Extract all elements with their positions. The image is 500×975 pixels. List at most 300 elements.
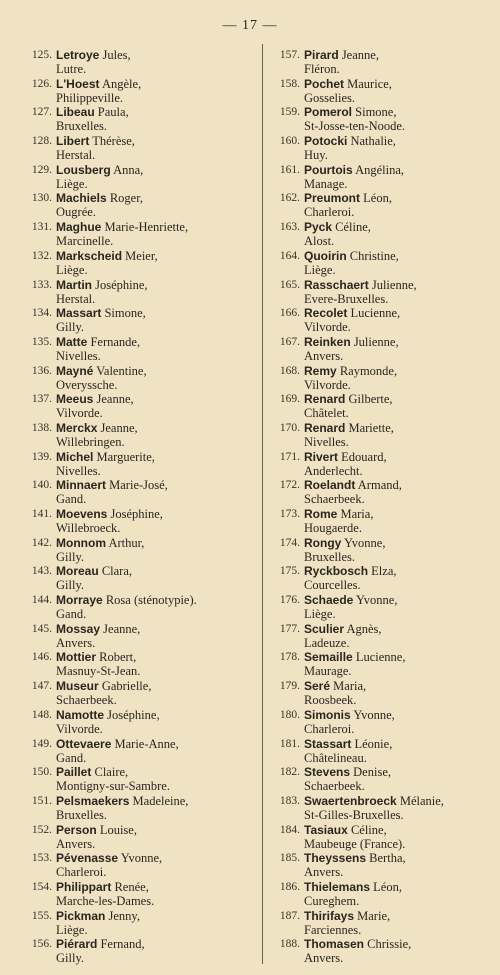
entry-place: Willebroeck. xyxy=(56,521,121,535)
entry-number: 169. xyxy=(279,393,300,406)
list-item xyxy=(24,48,249,77)
entry-given-name: Gabrielle, xyxy=(101,679,152,694)
entry-name xyxy=(304,478,402,492)
list-item xyxy=(24,450,249,479)
entry-surname: Pyck xyxy=(304,220,333,235)
entry-place: Gand. xyxy=(56,607,87,622)
entry-given-name: Céline, xyxy=(335,220,371,235)
entry-given-name: Arthur, xyxy=(108,535,145,550)
entry-place: Masnuy-St-Jean. xyxy=(56,664,141,679)
entry-surname: Mayné xyxy=(56,363,94,378)
entry-given-name: Julienne, xyxy=(353,334,399,349)
list-item xyxy=(24,77,249,106)
entry-place: Philippeville. xyxy=(56,90,124,105)
entry-surname: Letroye xyxy=(56,48,100,62)
list-item xyxy=(272,909,497,938)
entry-surname: Stevens xyxy=(304,765,351,780)
entry-name xyxy=(304,306,400,320)
entry-surname: Moreau xyxy=(56,564,99,579)
list-item xyxy=(24,708,249,737)
entry-place: Schaerbeek. xyxy=(56,693,117,708)
entry-place: Anvers. xyxy=(56,635,96,650)
entry-number: 181. xyxy=(279,737,300,750)
entry-name xyxy=(56,306,146,320)
entry-surname: Museur xyxy=(56,679,99,694)
entry-given-name: Simone, xyxy=(104,306,146,321)
column-divider xyxy=(262,44,263,964)
entry-number: 158. xyxy=(279,77,300,90)
entry-given-name: Marie, xyxy=(357,908,391,923)
entry-surname: Lousberg xyxy=(56,162,111,177)
left-column xyxy=(24,48,249,966)
entry-given-name: Yvonne, xyxy=(344,535,386,550)
entry-name xyxy=(304,335,399,349)
entry-surname: Roelandt xyxy=(304,478,356,493)
entry-place: Nivelles. xyxy=(56,348,101,363)
entry-number: 176. xyxy=(279,594,300,607)
entry-surname: Thirifays xyxy=(304,908,355,923)
entry-place: Courcelles. xyxy=(304,578,361,593)
entry-place: Bruxelles. xyxy=(56,119,108,134)
entry-given-name: Raymonde, xyxy=(339,363,398,378)
entry-given-name: Yvonne, xyxy=(356,593,398,608)
list-item xyxy=(24,564,249,593)
entry-place: Evere-Bruxelles. xyxy=(304,291,389,306)
entry-name xyxy=(56,450,155,464)
list-item xyxy=(24,335,249,364)
list-item xyxy=(272,134,497,163)
entry-number: 163. xyxy=(279,221,300,234)
list-item xyxy=(272,593,497,622)
list-item xyxy=(24,421,249,450)
entry-given-name: Angèle, xyxy=(101,76,142,91)
entry-surname: Philippart xyxy=(56,879,112,894)
entry-surname: Preumont xyxy=(304,191,361,206)
entry-surname: Martin xyxy=(56,277,92,292)
entry-surname: Merckx xyxy=(56,420,98,435)
entry-given-name: Thérèse, xyxy=(92,134,135,149)
list-item xyxy=(272,421,497,450)
entry-name xyxy=(56,765,128,779)
entry-number: 131. xyxy=(31,221,52,234)
entry-number: 179. xyxy=(279,680,300,693)
entry-number: 165. xyxy=(279,278,300,291)
entry-name xyxy=(56,364,147,378)
entry-number: 129. xyxy=(31,163,52,176)
entry-name xyxy=(56,679,151,693)
entry-number: 135. xyxy=(31,335,52,348)
entry-given-name: Bertha, xyxy=(369,851,406,866)
entry-number: 151. xyxy=(31,794,52,807)
list-item xyxy=(272,564,497,593)
entry-given-name: Robert, xyxy=(99,650,137,665)
entry-number: 128. xyxy=(31,135,52,148)
entry-place: Gilly. xyxy=(56,320,85,335)
entry-number: 137. xyxy=(31,393,52,406)
entry-number: 171. xyxy=(279,450,300,463)
list-item xyxy=(24,507,249,536)
entry-place: Gilly. xyxy=(56,951,85,966)
entry-name xyxy=(304,249,399,263)
entry-place: Liège. xyxy=(56,922,88,937)
entry-place: Schaerbeek. xyxy=(304,492,365,507)
entry-given-name: Christine, xyxy=(349,248,399,263)
entry-number: 138. xyxy=(31,421,52,434)
entry-surname: Rasschaert xyxy=(304,277,369,292)
entry-name xyxy=(304,880,402,894)
entry-number: 177. xyxy=(279,622,300,635)
entry-surname: Morraye xyxy=(56,593,103,608)
entry-number: 130. xyxy=(31,192,52,205)
entry-given-name: Joséphine, xyxy=(110,507,163,521)
entry-name xyxy=(56,163,143,177)
list-item xyxy=(272,823,497,852)
entry-name xyxy=(304,794,444,808)
entry-number: 160. xyxy=(279,135,300,148)
entry-surname: Pévenasse xyxy=(56,851,119,866)
entry-surname: Namotte xyxy=(56,707,105,722)
entry-place: St-Josse-ten-Noode. xyxy=(304,119,406,134)
list-item xyxy=(272,392,497,421)
entry-name xyxy=(304,650,405,664)
entry-name xyxy=(304,364,397,378)
entry-number: 142. xyxy=(31,536,52,549)
entry-name xyxy=(56,536,144,550)
list-item xyxy=(272,450,497,479)
entry-given-name: Mélanie, xyxy=(399,793,444,808)
entry-number: 182. xyxy=(279,766,300,779)
entry-surname: Thielemans xyxy=(304,879,371,894)
entry-number: 161. xyxy=(279,163,300,176)
entry-surname: Stassart xyxy=(304,736,352,751)
entry-place: Liège. xyxy=(304,607,336,622)
list-item xyxy=(24,794,249,823)
entry-number: 154. xyxy=(31,880,52,893)
entry-name xyxy=(304,105,396,119)
list-item xyxy=(272,163,497,192)
list-item xyxy=(24,880,249,909)
entry-given-name: Joséphine, xyxy=(95,277,148,292)
list-item xyxy=(24,278,249,307)
entry-given-name: Rosa (sténotypie). xyxy=(105,593,197,608)
entry-name xyxy=(56,909,140,923)
entry-surname: Massart xyxy=(56,306,102,321)
entry-place: Herstal. xyxy=(56,291,96,306)
entry-place: Cureghem. xyxy=(304,893,360,908)
entry-place: Gilly. xyxy=(56,549,85,564)
entry-number: 187. xyxy=(279,909,300,922)
list-item xyxy=(272,937,497,966)
entry-given-name: Léonie, xyxy=(354,736,393,751)
entry-number: 183. xyxy=(279,794,300,807)
entry-surname: Sculier xyxy=(304,621,345,636)
entry-name xyxy=(304,851,406,865)
entry-name xyxy=(56,708,160,722)
list-item xyxy=(272,364,497,393)
entry-surname: Markscheid xyxy=(56,248,123,263)
entry-number: 180. xyxy=(279,708,300,721)
entry-place: Alost. xyxy=(304,234,335,249)
list-item xyxy=(24,306,249,335)
entry-surname: Rongy xyxy=(304,535,342,550)
entry-given-name: Lucienne, xyxy=(350,306,401,321)
entry-number: 143. xyxy=(31,565,52,578)
entry-given-name: Anna, xyxy=(113,162,144,177)
entry-number: 147. xyxy=(31,680,52,693)
entry-surname: Libert xyxy=(56,134,90,149)
entry-name xyxy=(56,134,135,148)
list-item xyxy=(272,278,497,307)
entry-place: Anderlecht. xyxy=(304,463,363,478)
entry-place: Gosselies. xyxy=(304,90,356,105)
entry-name xyxy=(304,421,394,435)
entry-name xyxy=(304,622,382,636)
entry-number: 174. xyxy=(279,536,300,549)
list-item xyxy=(272,478,497,507)
entry-name xyxy=(304,507,373,521)
entry-place: Vilvorde. xyxy=(304,320,351,335)
entry-name xyxy=(56,737,179,751)
entry-place: Anvers. xyxy=(304,348,344,363)
entry-given-name: Yvonne, xyxy=(120,851,163,866)
entry-name xyxy=(304,191,392,205)
entry-number: 136. xyxy=(31,364,52,377)
list-item xyxy=(272,220,497,249)
entry-number: 155. xyxy=(31,909,52,922)
entry-surname: Renard xyxy=(304,420,346,435)
entry-surname: Monnom xyxy=(56,535,106,550)
entry-given-name: Jeanne, xyxy=(103,621,141,636)
entry-place: Hougaerde. xyxy=(304,521,362,535)
entry-given-name: Yvonne, xyxy=(353,707,395,722)
list-item xyxy=(24,536,249,565)
entry-number: 162. xyxy=(279,192,300,205)
entry-place: Farciennes. xyxy=(304,922,362,937)
entry-place: Schaerbeek. xyxy=(304,779,365,794)
entry-number: 126. xyxy=(31,77,52,90)
entry-number: 134. xyxy=(31,307,52,320)
entry-given-name: Nathalie, xyxy=(350,134,396,149)
entry-number: 146. xyxy=(31,651,52,664)
entry-place: Anvers. xyxy=(56,836,96,851)
entry-name xyxy=(304,536,385,550)
entry-name xyxy=(304,765,391,779)
entry-surname: Thomasen xyxy=(304,937,365,952)
entry-number: 167. xyxy=(279,335,300,348)
list-item xyxy=(24,163,249,192)
entry-number: 127. xyxy=(31,106,52,119)
entry-number: 132. xyxy=(31,249,52,262)
entry-place: Overyssche. xyxy=(56,377,118,392)
entry-place: Liège. xyxy=(304,262,336,277)
entry-surname: Pochet xyxy=(304,76,345,91)
entry-name xyxy=(56,593,197,607)
entry-given-name: Joséphine, xyxy=(107,707,160,722)
list-item xyxy=(272,708,497,737)
entry-given-name: Marie-Anne, xyxy=(114,736,179,751)
entry-place: Manage. xyxy=(304,176,348,191)
list-item xyxy=(24,105,249,134)
entry-place: Bruxelles. xyxy=(56,807,108,822)
entry-given-name: Chrissie, xyxy=(367,937,412,952)
entry-surname: Pourtois xyxy=(304,162,353,177)
entry-name xyxy=(56,622,140,636)
entry-name xyxy=(304,737,392,751)
entry-place: Liège. xyxy=(56,262,88,277)
list-item xyxy=(272,622,497,651)
entry-name xyxy=(56,392,134,406)
list-item xyxy=(272,105,497,134)
entry-number: 153. xyxy=(31,852,52,865)
entry-place: Anvers. xyxy=(304,951,344,966)
entry-given-name: Renée, xyxy=(114,879,149,894)
entry-number: 168. xyxy=(279,364,300,377)
entry-given-name: Agnès, xyxy=(346,621,382,636)
entry-surname: Mottier xyxy=(56,650,96,665)
entry-surname: Tasiaux xyxy=(304,822,348,837)
entry-place: Charleroi. xyxy=(304,205,355,220)
entry-place: Nivelles. xyxy=(304,434,349,449)
entry-number: 141. xyxy=(31,508,52,520)
page-number: — 17 — xyxy=(222,18,278,33)
entry-surname: Pirard xyxy=(304,48,339,62)
entry-surname: Simonis xyxy=(304,707,351,722)
entry-given-name: Louise, xyxy=(99,822,137,837)
list-item xyxy=(24,134,249,163)
entry-given-name: Fernande, xyxy=(90,334,141,349)
entry-given-name: Marie-José, xyxy=(109,478,168,493)
entry-surname: Michel xyxy=(56,449,94,464)
entry-place: Ladeuze. xyxy=(304,635,350,650)
entry-name xyxy=(304,564,397,578)
entry-surname: Libeau xyxy=(56,105,95,120)
list-item xyxy=(24,679,249,708)
entry-name xyxy=(304,278,417,292)
entry-number: 145. xyxy=(31,622,52,635)
entry-place: Roosbeek. xyxy=(304,693,357,708)
list-item xyxy=(272,679,497,708)
entry-surname: Meeus xyxy=(56,392,94,407)
list-item xyxy=(24,191,249,220)
entry-place: Anvers. xyxy=(304,865,344,880)
entry-surname: Seré xyxy=(304,679,331,694)
entry-given-name: Armand, xyxy=(357,478,402,493)
entry-name xyxy=(56,249,158,263)
entry-number: 139. xyxy=(31,450,52,463)
entry-number: 172. xyxy=(279,479,300,492)
entry-given-name: Jenny, xyxy=(108,908,140,923)
entry-place: Nivelles. xyxy=(56,463,101,478)
entry-surname: Pickman xyxy=(56,908,106,923)
entry-name xyxy=(56,937,145,951)
entry-place: Charleroi. xyxy=(304,721,355,736)
entry-name xyxy=(304,823,387,837)
entry-place: Maubeuge (France). xyxy=(304,836,406,851)
entry-number: 125. xyxy=(31,49,52,61)
entry-name xyxy=(304,220,371,234)
entry-name xyxy=(56,105,129,119)
list-item xyxy=(24,220,249,249)
entry-surname: Machiels xyxy=(56,191,107,206)
list-item xyxy=(272,191,497,220)
entry-place: Vilvorde. xyxy=(56,406,103,421)
entry-number: 140. xyxy=(31,479,52,492)
entry-number: 178. xyxy=(279,651,300,664)
entry-place: Châtelineau. xyxy=(304,750,367,765)
list-item xyxy=(272,765,497,794)
entry-given-name: Marie-Henriette, xyxy=(104,220,189,235)
entry-number: 166. xyxy=(279,307,300,320)
entry-number: 164. xyxy=(279,249,300,262)
entry-place: Marcinelle. xyxy=(56,234,114,249)
entry-surname: Renard xyxy=(304,392,346,407)
entry-given-name: Jeanne, xyxy=(96,392,134,407)
entry-number: 157. xyxy=(279,49,300,61)
entry-place: Liège. xyxy=(56,176,88,191)
entry-place: Gilly. xyxy=(56,578,85,593)
entry-given-name: Elza, xyxy=(371,564,397,579)
entry-name xyxy=(304,708,395,722)
entry-name xyxy=(56,794,188,808)
entry-surname: Person xyxy=(56,822,97,837)
entry-given-name: Paula, xyxy=(97,105,129,120)
entry-name xyxy=(304,163,404,177)
entry-name xyxy=(56,220,188,234)
entry-name xyxy=(56,48,131,62)
entry-given-name: Julienne, xyxy=(371,277,417,292)
entry-given-name: Edouard, xyxy=(341,449,387,464)
entry-number: 173. xyxy=(279,508,300,520)
list-item xyxy=(24,650,249,679)
entry-place: Lutre. xyxy=(56,62,87,76)
entry-name xyxy=(304,77,392,91)
entry-name xyxy=(56,823,137,837)
entry-place: Gand. xyxy=(56,492,87,507)
entry-name xyxy=(304,134,396,148)
list-item xyxy=(272,306,497,335)
entry-surname: Remy xyxy=(304,363,337,378)
entry-surname: Pelsmaekers xyxy=(56,793,130,808)
entry-given-name: Simone, xyxy=(355,105,397,120)
list-item xyxy=(24,765,249,794)
list-item xyxy=(24,593,249,622)
list-item xyxy=(24,823,249,852)
entry-surname: Minnaert xyxy=(56,478,107,493)
entry-given-name: Jeanne, xyxy=(341,48,379,62)
entry-place: Montigny-sur-Sambre. xyxy=(56,779,170,794)
entry-name xyxy=(56,77,141,91)
entry-surname: Matte xyxy=(56,334,88,349)
entry-surname: Quoirin xyxy=(304,248,347,263)
entry-place: Willebringen. xyxy=(56,434,125,449)
entry-number: 175. xyxy=(279,565,300,578)
entry-given-name: Maurice, xyxy=(347,76,392,91)
entry-number: 149. xyxy=(31,737,52,750)
entry-number: 152. xyxy=(31,823,52,836)
entry-name xyxy=(56,650,136,664)
entry-number: 148. xyxy=(31,708,52,721)
entry-name xyxy=(56,421,138,435)
list-item xyxy=(24,937,249,966)
entry-name xyxy=(304,48,379,62)
entry-given-name: Roger, xyxy=(109,191,144,206)
list-item xyxy=(24,249,249,278)
entry-given-name: Fernand, xyxy=(100,937,145,952)
entry-place: Châtelet. xyxy=(304,406,349,421)
entry-given-name: Valentine, xyxy=(96,363,147,378)
entry-place: Vilvorde. xyxy=(56,721,103,736)
entry-surname: Mossay xyxy=(56,621,101,636)
